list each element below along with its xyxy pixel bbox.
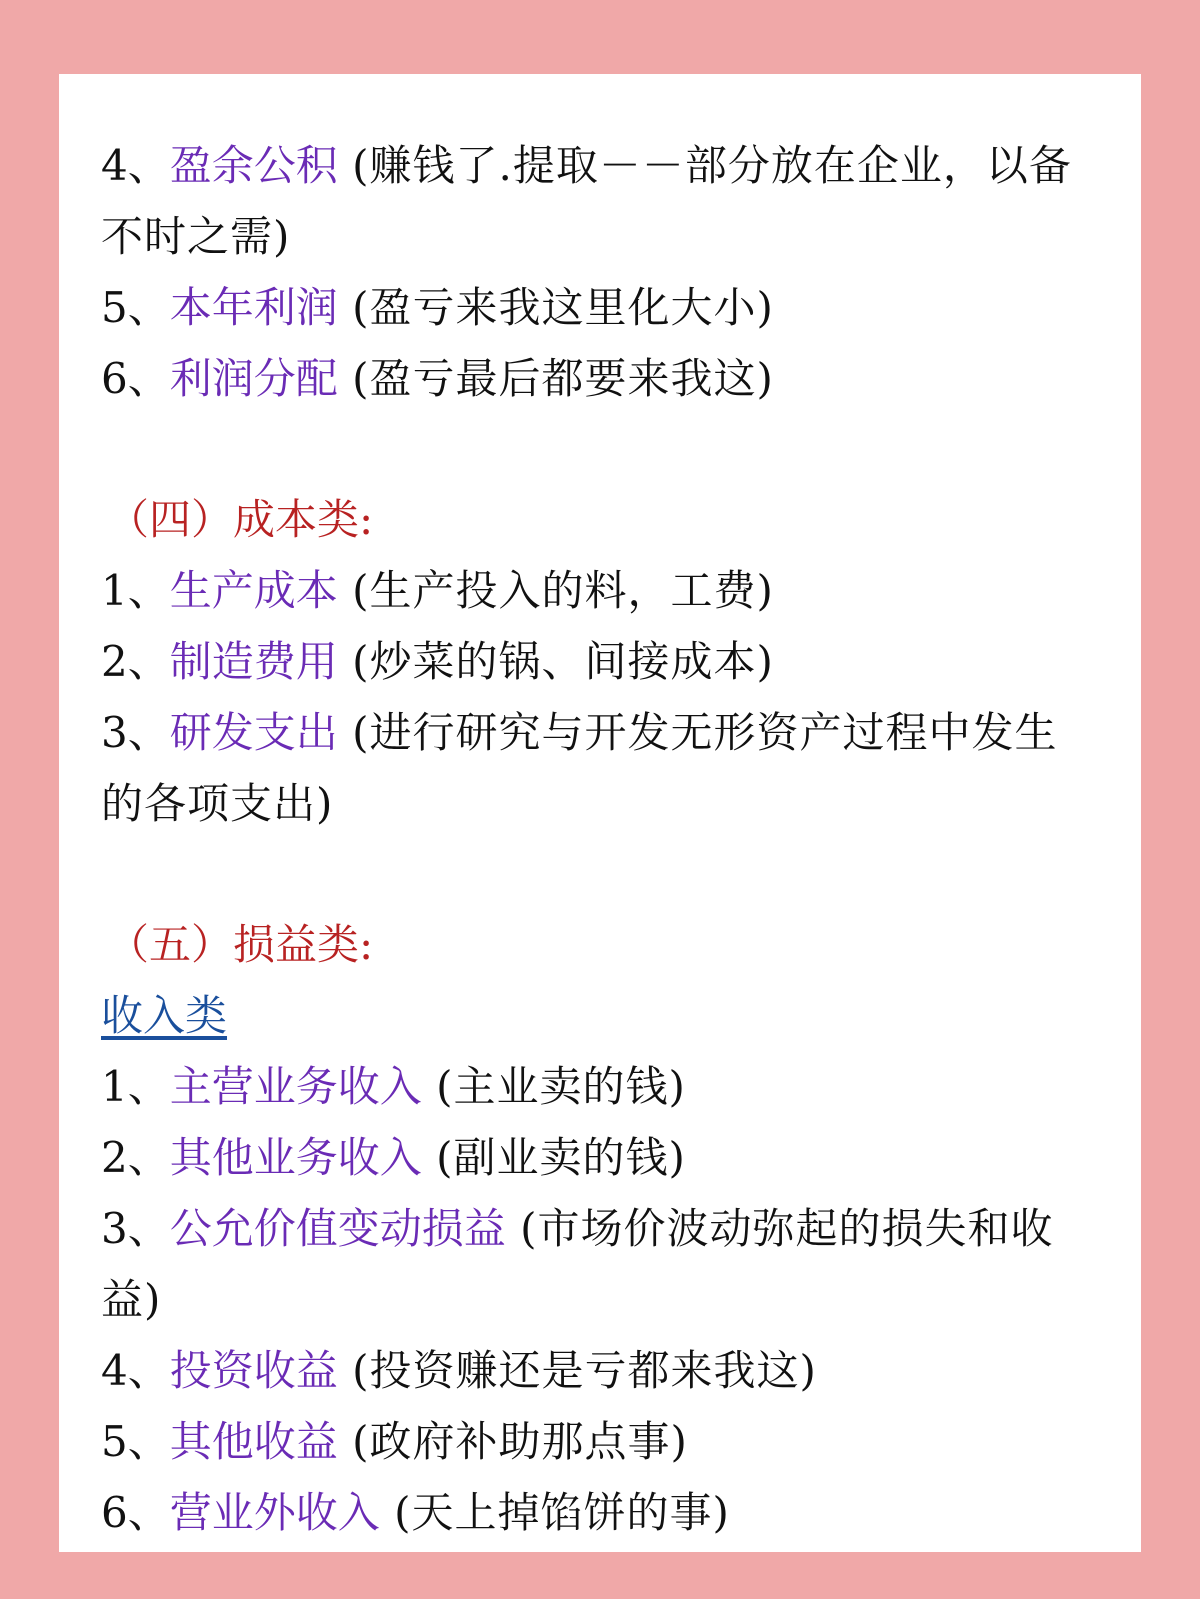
item-number: 4、	[101, 141, 170, 190]
list-item	[101, 343, 1111, 414]
list-item	[101, 1051, 1111, 1122]
item-note-continuation: 不时之需)	[101, 212, 291, 261]
item-number: 5、	[101, 1417, 170, 1466]
item-term: 制造费用	[169, 637, 338, 686]
item-note: (副业卖的钱)	[421, 1133, 686, 1182]
subhead-income-link[interactable]: 收入类	[101, 991, 228, 1040]
list-item	[101, 1335, 1111, 1406]
item-note: (盈亏来我这里化大小)	[337, 283, 774, 332]
item-number: 2、	[101, 1133, 170, 1182]
list-item	[101, 1122, 1111, 1193]
list-item	[101, 555, 1111, 626]
item-number: 3、	[101, 708, 170, 757]
section-gap	[101, 839, 1111, 909]
item-number: 3、	[101, 1204, 170, 1253]
item-note: (盈亏最后都要来我这)	[337, 354, 774, 403]
item-note: (进行研究与开发无形资产过程中发生	[337, 708, 1058, 757]
list-item	[101, 626, 1111, 697]
item-term: 研发支出	[169, 708, 338, 757]
item-number: 1、	[101, 1062, 170, 1111]
item-note: (炒菜的锅、间接成本)	[337, 637, 774, 686]
item-number: 2、	[101, 637, 170, 686]
item-term: 营业外收入	[169, 1488, 380, 1537]
list-item-continuation	[101, 201, 1111, 272]
item-number: 4、	[101, 1346, 170, 1395]
list-item	[101, 272, 1111, 343]
item-note: (天上掉馅饼的事)	[379, 1488, 730, 1537]
item-term: 主营业务收入	[169, 1062, 422, 1111]
list-item	[101, 1406, 1111, 1477]
item-note: (生产投入的料，工费)	[337, 566, 774, 615]
item-term: 盈余公积	[169, 141, 338, 190]
item-term: 其他收益	[169, 1417, 338, 1466]
list-item	[101, 130, 1111, 201]
item-term: 利润分配	[169, 354, 338, 403]
item-note-continuation: 的各项支出)	[101, 779, 334, 828]
item-term: 投资收益	[169, 1346, 338, 1395]
item-note-continuation: 益)	[101, 1275, 162, 1324]
item-term: 本年利润	[169, 283, 338, 332]
list-item	[101, 1477, 1111, 1548]
item-term: 其他业务收入	[169, 1133, 422, 1182]
item-term: 公允价值变动损益	[169, 1204, 506, 1253]
section-title-cost: （四）成本类:	[107, 495, 374, 544]
section-gap	[101, 414, 1111, 484]
item-number: 6、	[101, 354, 170, 403]
list-item-continuation	[101, 1264, 1111, 1335]
item-note: (市场价波动弥起的损失和收	[505, 1204, 1054, 1253]
item-term: 生产成本	[169, 566, 338, 615]
item-number: 6、	[101, 1488, 170, 1537]
item-note: (政府补助那点事)	[337, 1417, 688, 1466]
list-item	[101, 697, 1111, 768]
section-title-profit-loss: （五）损益类:	[107, 920, 374, 969]
document-card	[59, 74, 1141, 1552]
item-number: 1、	[101, 566, 170, 615]
item-note: (赚钱了.提取－－部分放在企业，以备	[337, 141, 1072, 190]
list-item	[101, 1193, 1111, 1264]
list-item-continuation	[101, 768, 1111, 839]
document-content	[101, 130, 1111, 1548]
item-note: (主业卖的钱)	[421, 1062, 686, 1111]
item-note: (投资赚还是亏都来我这)	[337, 1346, 817, 1395]
item-number: 5、	[101, 283, 170, 332]
